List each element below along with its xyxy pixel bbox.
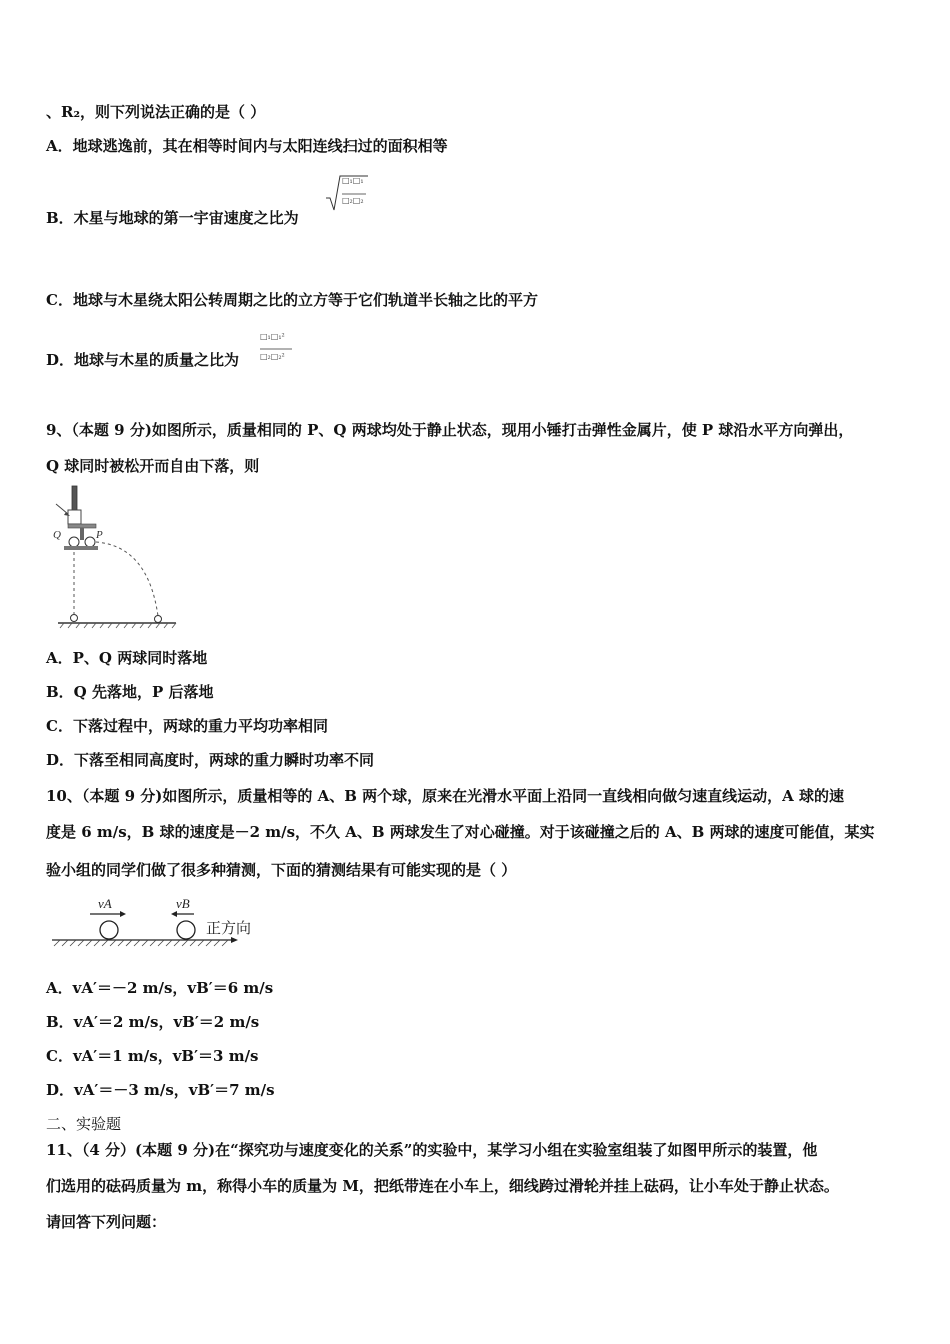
- q9-figure: [52, 484, 186, 634]
- q8-option-d: D．地球与木星的质量之比为: [46, 351, 240, 369]
- q10-stem-line3: 验小组的同学们做了很多种猜测，下面的猜测结果有可能实现的是（ ）: [46, 861, 517, 879]
- q10-option-d: D．vA′＝－3 m/s，vB′＝7 m/s: [46, 1081, 275, 1099]
- fig-label-direction: 正方向: [206, 919, 252, 937]
- q9-stem-line2: Q 球同时被松开而自由下落，则: [46, 457, 260, 475]
- q10-stem-line1: 10、（本题 9 分)如图所示，质量相等的 A、B 两个球，原来在光滑水平面上沿同一直线相向做匀速直线运动，A 球的速: [46, 787, 844, 805]
- metal-plate-icon: [68, 524, 96, 528]
- q11-stem-line1: 11、（4 分）(本题 9 分)在“探究功与速度变化的关系”的实验中，某学习小组在实验室组装了如图甲所示的装置，他: [46, 1141, 818, 1159]
- q10-stem-line2: 度是 6 m/s，B 球的速度是－2 m/s，不久 A、B 两球发生了对心碰撞。对于该碰撞之后的 A、B 两球的速度可能值，某实: [46, 823, 875, 841]
- q10-option-a: A．vA′＝－2 m/s，vB′＝6 m/s: [46, 979, 274, 997]
- q11-stem-line2: 们选用的砝码质量为 m，称得小车的质量为 M，把纸带连在小车上，细线跨过滑轮并挂上砝码，让小车处于静止状态。: [46, 1177, 839, 1195]
- q9-stem-line1: 9、（本题 9 分)如图所示，质量相同的 P、Q 两球均处于静止状态，现用小锤打击弹性金属片，使 P 球沿水平方向弹出，: [46, 421, 854, 439]
- ball-p-icon: [85, 537, 95, 547]
- fig-label-q: Q: [53, 529, 61, 541]
- ball-b-icon: [177, 921, 195, 939]
- ball-a-icon: [100, 921, 118, 939]
- q9-option-a: A．P、Q 两球同时落地: [46, 649, 208, 667]
- q8-option-c: C．地球与木星绕太阳公转周期之比的立方等于它们轨道半长轴之比的平方: [46, 291, 538, 309]
- fig-label-p: P: [96, 529, 103, 541]
- q9-option-d: D．下落至相同高度时，两球的重力瞬时功率不同: [46, 751, 375, 769]
- fig-label-vb: vB: [176, 896, 190, 911]
- q10-option-c: C．vA′＝1 m/s，vB′＝3 m/s: [46, 1047, 259, 1065]
- q9-option-b: B．Q 先落地，P 后落地: [46, 683, 214, 701]
- q8-option-d-formula-den: □₂□₂²: [260, 352, 285, 361]
- q8-option-a: A．地球逃逸前，其在相等时间内与太阳连线扫过的面积相等: [46, 137, 448, 155]
- q10-figure: [50, 892, 270, 954]
- q8-option-b: B．木星与地球的第一宇宙速度之比为: [46, 209, 299, 227]
- ball-q-icon: [69, 537, 79, 547]
- section-title: 二、实验题: [46, 1115, 122, 1133]
- q8-stem-tail: 、R₂，则下列说法正确的是（ ）: [46, 103, 266, 121]
- q8-option-d-formula-num: □₁□₁²: [260, 332, 285, 341]
- q9-option-c: C．下落过程中，两球的重力平均功率相同: [46, 717, 328, 735]
- q8-option-b-formula-den: □₂□₂: [342, 196, 364, 205]
- fig-label-va: vA: [98, 896, 112, 911]
- q8-option-b-formula-num: □₁□₁: [342, 176, 364, 185]
- q11-stem-line3: 请回答下列问题：: [46, 1213, 167, 1231]
- q10-option-b: B．vA′＝2 m/s，vB′＝2 m/s: [46, 1013, 260, 1031]
